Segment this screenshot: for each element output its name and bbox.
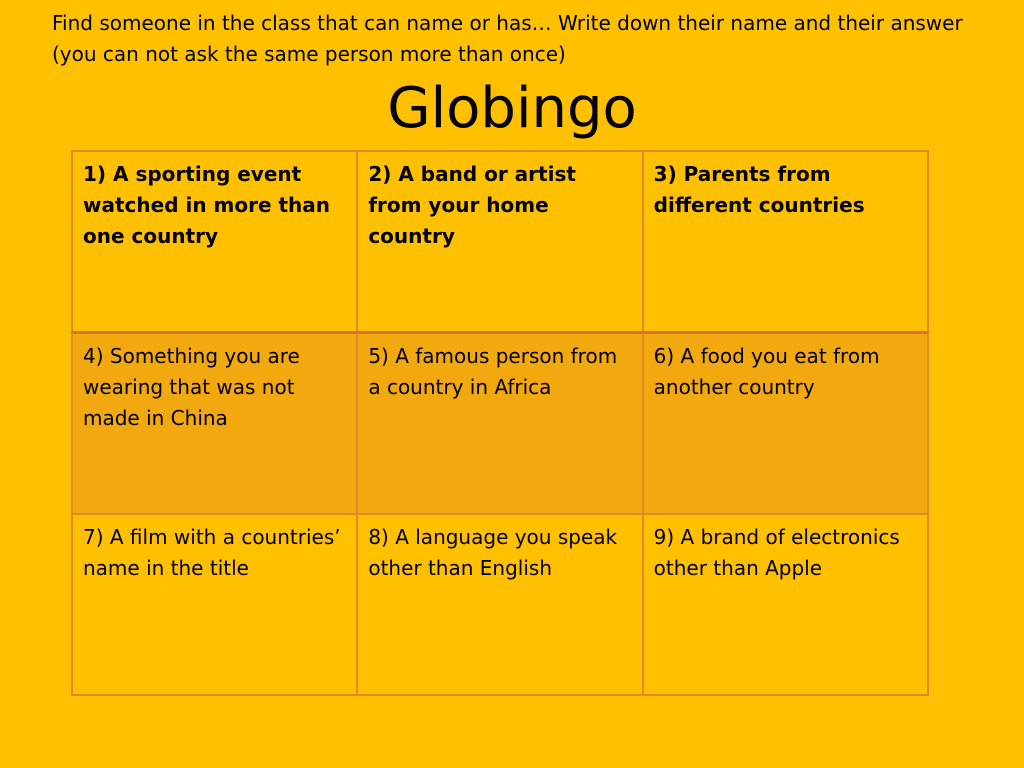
grid-cell-1: 1) A sporting event watched in more than one country	[72, 151, 357, 332]
grid-row	[72, 332, 928, 513]
grid-cell-7: 7) A film with a countries’ name in the title	[72, 514, 357, 695]
grid-cell-5: 5) A famous person from a country in Africa	[357, 332, 642, 513]
grid-row	[72, 514, 928, 695]
instructions-text: Find someone in the class that can name or has… Write down their name and their answer (you can not ask the same person more than once)	[52, 11, 963, 66]
grid-cell-3: 3) Parents from different countries	[643, 151, 928, 332]
bingo-grid	[71, 150, 929, 696]
grid-cell-2: 2) A band or artist from your home country	[357, 151, 642, 332]
grid-row	[72, 151, 928, 332]
grid-cell-9: 9) A brand of electronics other than Apple	[643, 514, 928, 695]
grid-cell-4: 4) Something you are wearing that was not made in China	[72, 332, 357, 513]
page-title: Globingo	[387, 76, 637, 141]
grid-cell-6: 6) A food you eat from another country	[643, 332, 928, 513]
grid-cell-8: 8) A language you speak other than English	[357, 514, 642, 695]
